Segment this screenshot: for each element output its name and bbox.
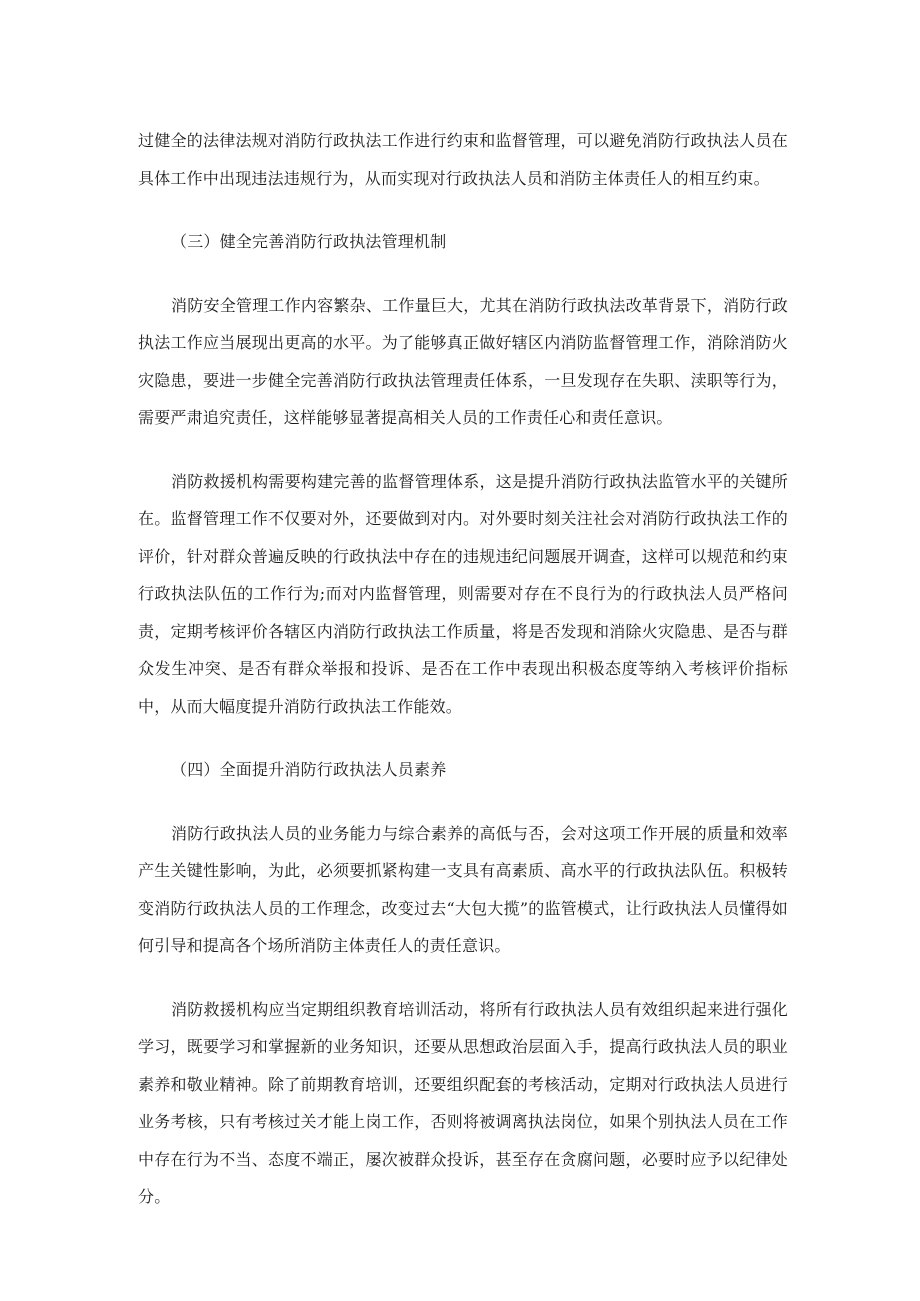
section-heading-4: （四）全面提升消防行政执法人员素养 xyxy=(171,760,447,779)
paragraph: 消防救援机构需要构建完善的监督管理体系，这是提升消防行政执法监管水平的关键所在。监督管理工作不仅要对外，还要做到对内。对外要时刻关注社会对消防行政执法工作的评价，针对群众普遍反映的行政执法中存在的违规违纪问题展开调查，这样可以规范和约束行政执法队伍的工作行为;而对内监督管理，则需要对存在不良行为的行政执法人员严格问责，定期考核评价各辖区内消防行政执法工作质量，将是否发现和消除火灾隐患、是否与群众发生冲突、是否有群众举报和投诉、是否在工作中表现出积极态度等纳入考核评价指标中，从而大幅度提升消防行政执法工作能效。 xyxy=(138,471,788,716)
paragraph: 消防行政执法人员的业务能力与综合素养的高低与否，会对这项工作开展的质量和效率产生关键性影响，为此，必须要抓紧构建一支具有高素质、高水平的行政执法队伍。积极转变消防行政执法人员的工作理念，改变过去“大包大揽”的监管模式，让行政执法人员懂得如何引导和提高各个场所消防主体责任人的责任意识。 xyxy=(138,823,788,955)
paragraph-continued: 过健全的法律法规对消防行政执法工作进行约束和监督管理，可以避免消防行政执法人员在具体工作中出现违法违规行为，从而实现对行政执法人员和消防主体责任人的相互约束。 xyxy=(138,131,788,188)
paragraph: 消防安全管理工作内容繁杂、工作量巨大，尤其在消防行政执法改革背景下，消防行政执法工作应当展现出更高的水平。为了能够真正做好辖区内消防监督管理工作，消除消防火灾隐患，要进一步健全完善消防行政执法管理责任体系，一旦发现存在失职、渎职等行为，需要严肃追究责任，这样能够显著提高相关人员的工作责任心和责任意识。 xyxy=(138,295,788,427)
paragraph: 消防救援机构应当定期组织教育培训活动，将所有行政执法人员有效组织起来进行强化学习，既要学习和掌握新的业务知识，还要从思想政治层面入手，提高行政执法人员的职业素养和敬业精神。除了前期教育培训，还要组织配套的考核活动，定期对行政执法人员进行业务考核，只有考核过关才能上岗工作，否则将被调离执法岗位，如果个别执法人员在工作中存在行为不当、态度不端正，屡次被群众投诉，甚至存在贪腐问题，必要时应予以纪律处分。 xyxy=(138,999,788,1206)
section-heading-3: （三）健全完善消防行政执法管理机制 xyxy=(171,232,447,251)
document-body xyxy=(138,122,788,1242)
